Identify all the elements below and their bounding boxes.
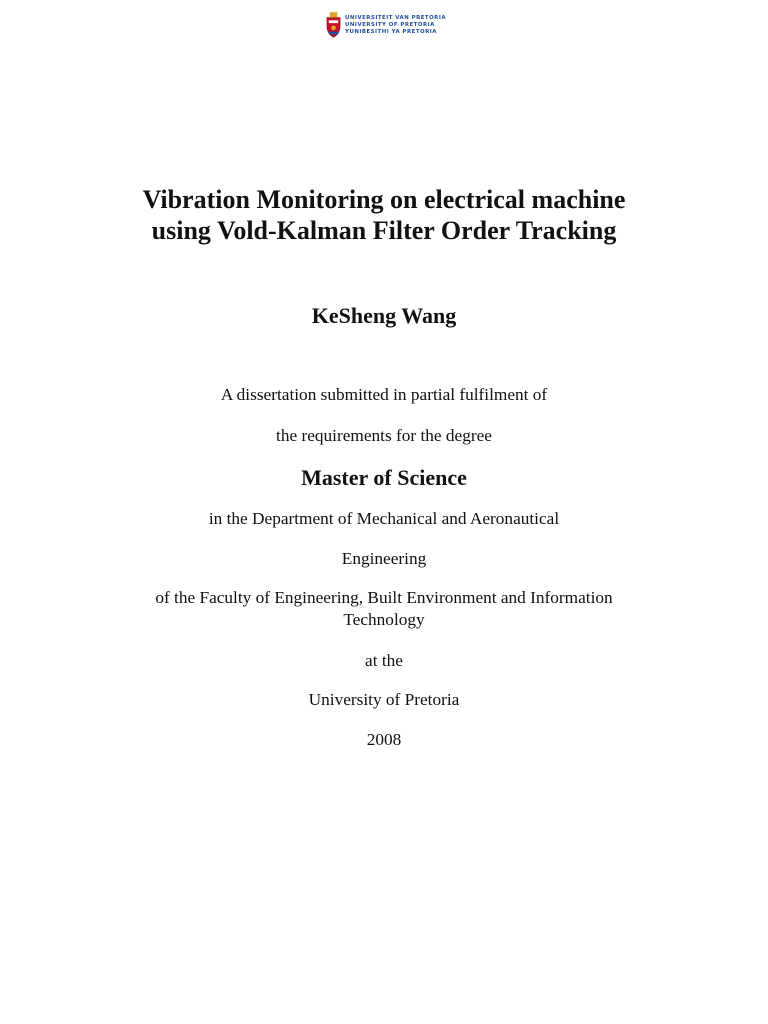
logo-line-english: UNIVERSITY OF PRETORIA <box>345 21 435 28</box>
title-line-2: using Vold-Kalman Filter Order Tracking <box>151 216 617 245</box>
crest-icon <box>326 11 341 39</box>
submission-line-1: A dissertation submitted in partial fulfilment of <box>220 385 548 404</box>
author-name: KeSheng Wang <box>311 303 457 328</box>
faculty <box>0 587 768 631</box>
department-line-2: Engineering <box>341 549 427 568</box>
dissertation-title <box>0 184 768 246</box>
university-logo <box>326 9 446 41</box>
submission-year: 2008 <box>366 730 402 749</box>
department-line-1: in the Department of Mechanical and Aeronautical <box>208 509 560 528</box>
at-the-text: at the <box>365 651 403 670</box>
logo-line-afrikaans: UNIVERSITEIT VAN PRETORIA <box>345 14 446 21</box>
faculty-line-1: of the Faculty of Engineering, Built Environment and Information <box>155 588 613 607</box>
university-name: University of Pretoria <box>308 690 460 709</box>
degree-name: Master of Science <box>301 465 467 490</box>
logo-wordmark <box>345 15 446 36</box>
title-line-1: Vibration Monitoring on electrical machine <box>142 185 626 214</box>
faculty-line-2: Technology <box>343 610 425 629</box>
submission-line-2: the requirements for the degree <box>276 426 492 445</box>
logo-line-sepedi: YUNIBESITHI YA PRETORIA <box>345 28 437 35</box>
